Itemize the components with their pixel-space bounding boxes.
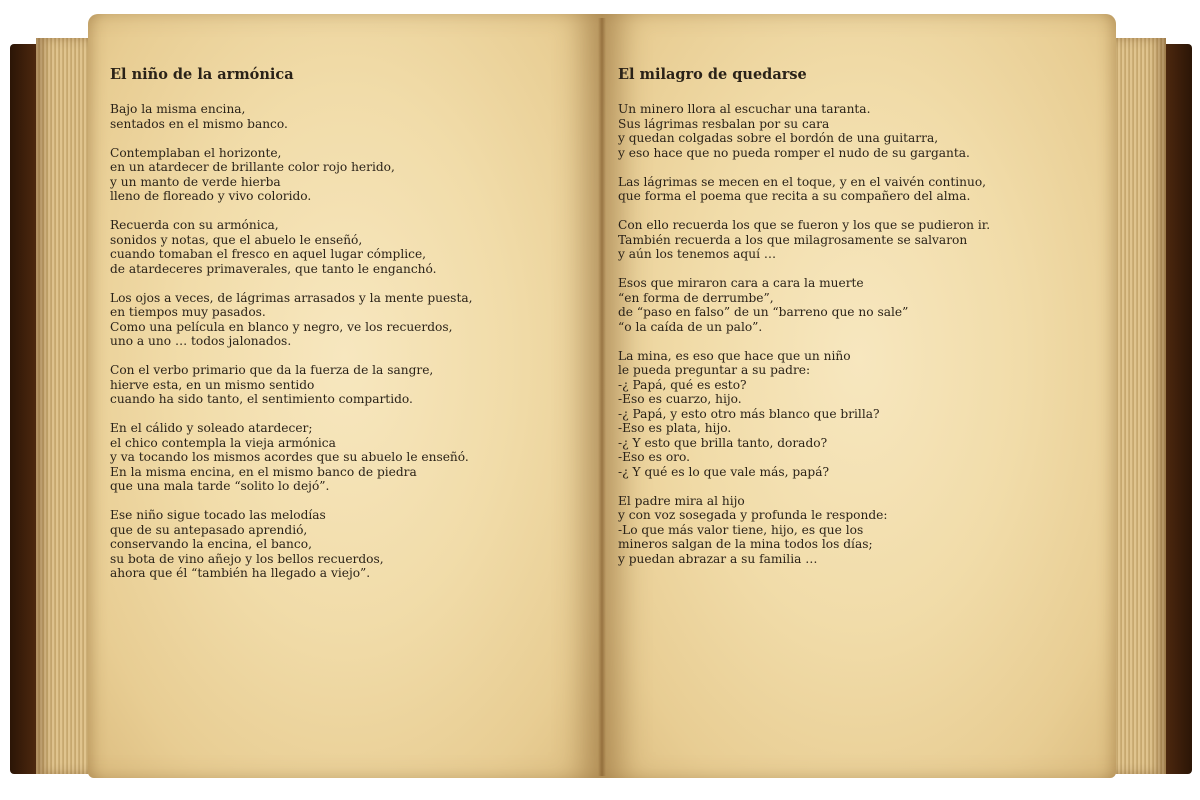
stanza [618, 494, 1098, 567]
stanza [618, 175, 1098, 204]
poem-line: Con ello recuerda los que se fueron y los que se pudieron ir. [618, 218, 991, 232]
stanza [110, 102, 580, 131]
poem-line: ahora que él “también ha llegado a viejo”. [110, 566, 371, 580]
stanza [110, 146, 580, 204]
poem-line: y va tocando los mismos acordes que su abuelo le enseñó. [110, 450, 469, 464]
poem-line: -¿ Y esto que brilla tanto, dorado? [618, 435, 828, 450]
poem-line: su bota de vino añejo y los bellos recuerdos, [110, 551, 384, 566]
poem-line: -Eso es oro. [618, 450, 690, 464]
poem-line: y un manto de verde hierba [110, 174, 281, 189]
poem-line: El padre mira al hijo [618, 493, 745, 508]
poem-line: en tiempos muy pasados. [110, 305, 266, 319]
poem-line: sonidos y notas, que el abuelo le enseñó, [110, 232, 363, 247]
poem-line: de atardeceres primaverales, que tanto le enganchó. [110, 261, 437, 276]
poem-line: cuando ha sido tanto, el sentimiento compartido. [110, 392, 413, 406]
poem-line: Contemplaban el horizonte, [110, 145, 282, 160]
stanza [618, 276, 1098, 334]
poem-line: Un minero llora al escuchar una taranta. [618, 102, 871, 116]
poem-line: También recuerda a los que milagrosamente se salvaron [618, 232, 968, 247]
poem-line: hierve esta, en un mismo sentido [110, 377, 315, 392]
stanza [618, 102, 1098, 160]
poem-title: El milagro de quedarse [618, 66, 807, 83]
poem-line: En el cálido y soleado atardecer; [110, 421, 313, 435]
poem-line: en un atardecer de brillante color rojo herido, [110, 160, 395, 174]
stanza [618, 349, 1098, 480]
left-poem [110, 66, 580, 595]
poem-line: que forma el poema que recita a su compañero del alma. [618, 189, 971, 203]
poem-line: Ese niño sigue tocado las melodías [110, 508, 326, 522]
poem-line: Los ojos a veces, de lágrimas arrasados y la mente puesta, [110, 290, 473, 305]
poem-line: Las lágrimas se mecen en el toque, y en el vaivén continuo, [618, 174, 987, 189]
poem-line: y puedan abrazar a su familia … [618, 551, 818, 566]
poem-line: Esos que miraron cara a cara la muerte [618, 276, 864, 290]
poem-line: Como una película en blanco y negro, ve los recuerdos, [110, 319, 453, 334]
poem-line: le pueda preguntar a su padre: [618, 363, 811, 377]
poem-line: cuando tomaban el fresco en aquel lugar cómplice, [110, 247, 427, 261]
poem-line: Recuerda con su armónica, [110, 218, 279, 232]
poem-line: el chico contempla la vieja armónica [110, 435, 336, 450]
poem-line: Con el verbo primario que da la fuerza de la sangre, [110, 363, 434, 377]
poem-line: mineros salgan de la mina todos los días; [618, 537, 873, 551]
stanza [618, 218, 1098, 262]
stanza [110, 508, 580, 581]
poem-line: “en forma de derrumbe”, [618, 290, 774, 305]
poem-line: -Eso es cuarzo, hijo. [618, 392, 742, 406]
poem-line: y quedan colgadas sobre el bordón de una guitarra, [618, 131, 939, 145]
poem-line: -¿ Y qué es lo que vale más, papá? [618, 464, 830, 479]
poem-line: y eso hace que no pueda romper el nudo de su garganta. [618, 145, 970, 160]
poem-line: “o la caída de un palo”. [618, 319, 763, 334]
poem-line: En la misma encina, en el mismo banco de piedra [110, 464, 417, 479]
poem-line: Bajo la misma encina, [110, 102, 246, 116]
poem-line: que de su antepasado aprendió, [110, 522, 308, 537]
poem-line: -Lo que más valor tiene, hijo, es que los [618, 522, 864, 537]
poem-line: sentados en el mismo banco. [110, 116, 288, 131]
page-edges-left [36, 38, 96, 774]
poem-body [110, 102, 580, 581]
poem-line: que una mala tarde “solito lo dejó”. [110, 479, 330, 493]
poem-line: conservando la encina, el banco, [110, 537, 312, 551]
poem-line: de “paso en falso” de un “barreno que no sale” [618, 305, 909, 319]
stanza [110, 291, 580, 349]
book-spine [598, 18, 606, 776]
stanza [110, 421, 580, 494]
poem-line: -¿ Papá, qué es esto? [618, 377, 747, 392]
right-poem [618, 66, 1098, 581]
poem-line: uno a uno … todos jalonados. [110, 334, 292, 348]
poem-body [618, 102, 1098, 566]
stanza [110, 363, 580, 407]
poem-line: -Eso es plata, hijo. [618, 421, 732, 435]
poem-line: -¿ Papá, y esto otro más blanco que brilla? [618, 406, 880, 421]
poem-line: y con voz sosegada y profunda le responde: [618, 508, 888, 522]
poem-line: lleno de floreado y vivo colorido. [110, 189, 312, 203]
poem-line: y aún los tenemos aquí … [618, 247, 777, 261]
stanza [110, 218, 580, 276]
poem-line: La mina, es eso que hace que un niño [618, 348, 851, 363]
poem-title: El niño de la armónica [110, 66, 294, 83]
poem-line: Sus lágrimas resbalan por su cara [618, 116, 830, 131]
